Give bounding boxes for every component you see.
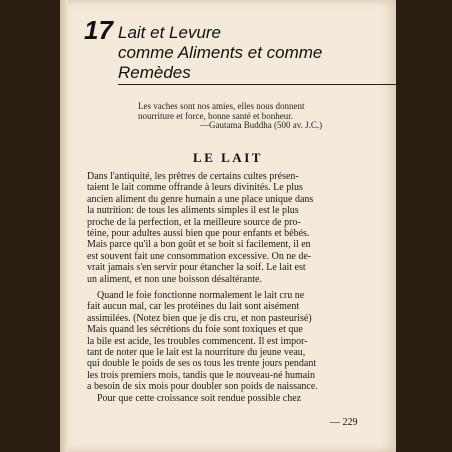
page-number: — 229: [330, 417, 358, 428]
chapter-number: 17: [84, 15, 113, 45]
text-line: ancien aliment du genre humain a une place unique dans: [87, 193, 314, 205]
text-line: téine, pour adultes aussi bien que pour enfants et bébés.: [87, 228, 310, 240]
chapter-title-line: comme Aliments et comme: [118, 43, 323, 62]
text-line: Pour que cette croissance soit rendue possible chez: [97, 392, 302, 404]
epigraph-line: Les vaches sont nos amies, elles nous donnent: [138, 101, 305, 111]
text-line: proche de la perfection, et la meilleure source de pro-: [87, 216, 301, 228]
text-line: Mais parce qu'il a bon goût et se boit si facilement, il en: [87, 239, 311, 251]
epigraph: [138, 102, 388, 131]
book-page: [60, 0, 396, 452]
text-line: Dans l'antiquité, les prêtres de certains cultes présen-: [87, 171, 299, 182]
paragraph-2: [87, 290, 361, 404]
paragraph-1: [87, 171, 361, 285]
text-line: Quand le foie fonctionne normalement le lait cru ne: [97, 290, 305, 301]
text-line: taient le lait comme offrande à leurs divinités. Le plus: [87, 182, 303, 194]
text-line: a besoin de six mois pour doubler son poids de naissance.: [87, 381, 318, 393]
chapter-title-line: Lait et Levure: [118, 23, 222, 42]
title-underline: [118, 84, 396, 85]
page-spine-shadow: [60, 0, 68, 452]
chapter-title-line: Remèdes: [118, 63, 191, 82]
text-line: tant de noter que le lait est la nourriture du jeune veau,: [87, 347, 306, 359]
text-line: Mais quand les sécrétions du foie sont toxiques et que: [87, 324, 303, 336]
section-heading: LE LAIT: [193, 150, 263, 165]
text-line: la nutrition: de tous les aliments simples il est le plus: [87, 205, 299, 217]
text-line: qui double le poids de ses os tous les trente jours pendant: [87, 358, 317, 370]
epigraph-attribution: —Gautama Buddha (500 av. J.C.): [200, 120, 323, 130]
chapter-title: [118, 23, 322, 83]
text-line: fait aucun mal, car les protéines du lait sont aisément: [87, 301, 300, 313]
text-line: les trois premiers mois, tandis que le nouveau-né humain: [87, 369, 316, 381]
text-line: un aliment, et non une boisson désaltérante.: [87, 273, 262, 285]
text-line: assimilées. (Notez bien que je dis cru, et non pasteurisé): [87, 312, 312, 324]
text-line: la bile est acide, les troubles commencent. Il est impor-: [87, 335, 308, 347]
epigraph-line: nourriture et force, bonne santé et bonheur.: [138, 110, 293, 121]
text-line: est souvent fait une consommation excessive. On ne de-: [87, 250, 312, 262]
text-line: vrait jamais s'en servir pour étancher la soif. Le lait est: [87, 262, 306, 274]
